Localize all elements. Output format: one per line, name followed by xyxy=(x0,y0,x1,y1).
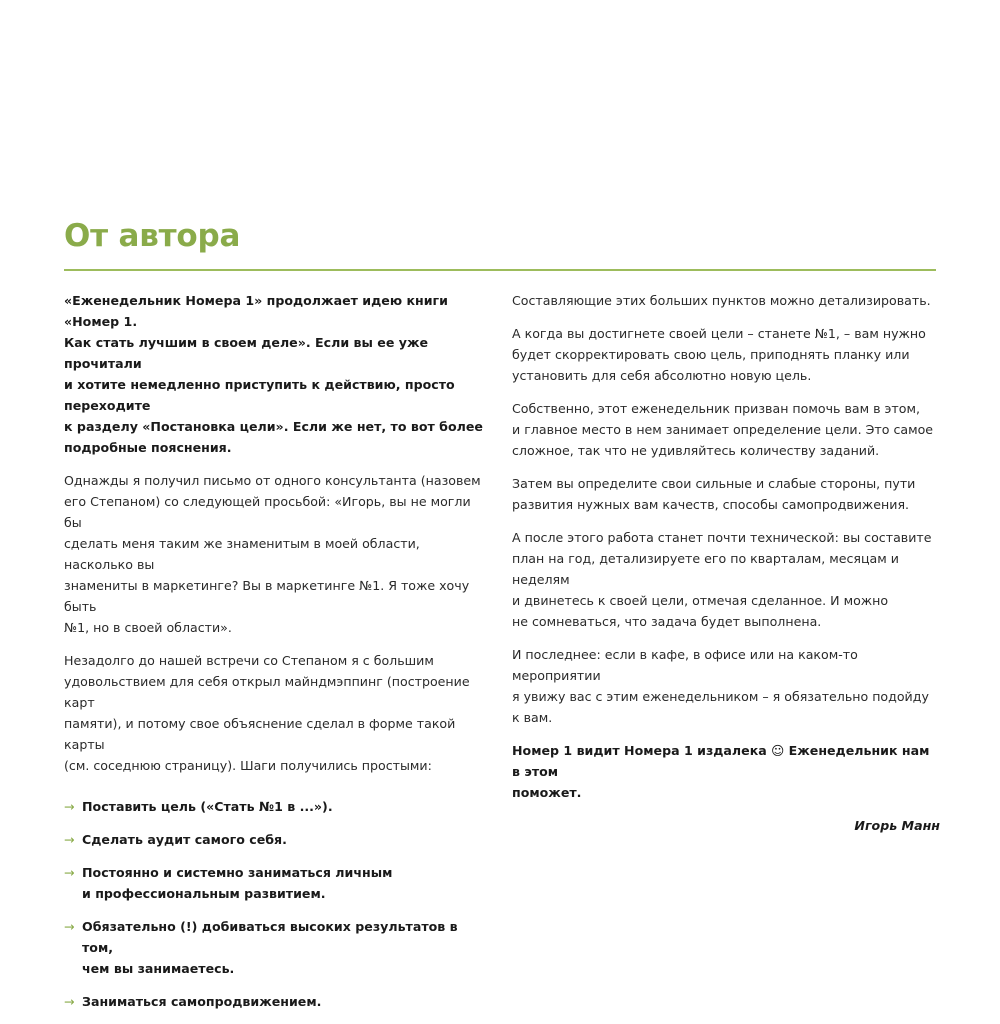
paragraph-goal-reached: А когда вы достигнете своей цели – станете №1, – вам нужно будет скорректировать свою цель, приподнять планку или установить для себя абсолютно новую цель. xyxy=(512,326,926,383)
arrow-icon: → xyxy=(64,919,75,934)
right-column xyxy=(512,290,940,848)
paragraph-last: И последнее: если в кафе, в офисе или на каком-то мероприятии я увижу вас с этим еженедельником – я обязательно подойду к вам. xyxy=(512,647,929,725)
arrow-icon: → xyxy=(64,832,75,847)
closing-paragraph: Номер 1 видит Номера 1 издалека ☺ Еженедельник нам в этом поможет. xyxy=(512,743,930,800)
list-item xyxy=(64,916,492,979)
page-title: От автора xyxy=(64,218,241,254)
paragraph-details: Составляющие этих больших пунктов можно детализировать. xyxy=(512,293,931,308)
arrow-icon: → xyxy=(64,799,75,814)
title-divider xyxy=(64,269,936,271)
list-item xyxy=(64,829,492,850)
list-item xyxy=(64,991,492,1012)
steps-list xyxy=(64,796,492,1012)
list-item xyxy=(64,862,492,904)
paragraph-purpose: Собственно, этот еженедельник призван помочь вам в этом, и главное место в нем занимает определение цели. Это самое сложное, так что не удивляйтесь количеству заданий. xyxy=(512,401,934,458)
paragraph-mindmap: Незадолго до нашей встречи со Степаном я с большим удовольствием для себя открыл майндмэппинг (построение карт памяти), и потому свое объяснение сделал в форме такой карты (см. соседнюю страницу). Шаги получились простыми: xyxy=(64,653,470,773)
list-item xyxy=(64,796,492,817)
left-column xyxy=(64,290,492,1024)
paragraph-plan: А после этого работа станет почти технической: вы составите план на год, детализируете его по кварталам, месяцам и неделям и двинетесь к своей цели, отмечая сделанное. И можно не сомневаться, что задача будет выполнена. xyxy=(512,530,932,629)
step-text: Поставить цель («Стать №1 в ...»). xyxy=(82,799,333,814)
step-text: Постоянно и системно заниматься личным и профессиональным развитием. xyxy=(82,865,393,901)
arrow-icon: → xyxy=(64,865,75,880)
author-signature: Игорь Манн xyxy=(854,818,940,833)
step-text: Сделать аудит самого себя. xyxy=(82,832,287,847)
paragraph-letter: Однажды я получил письмо от одного консультанта (назовем его Степаном) со следующей просьбой: «Игорь, вы не могли бы сделать меня таким же знаменитым в моей области, насколько вы знамениты в маркетинге? Вы в маркетинге №1. Я тоже хочу быть №1, но в своей области». xyxy=(64,473,481,635)
arrow-icon: → xyxy=(64,994,75,1009)
step-text: Обязательно (!) добиваться высоких результатов в том, чем вы занимаетесь. xyxy=(82,919,458,976)
intro-paragraph: «Еженедельник Номера 1» продолжает идею книги «Номер 1. Как стать лучшим в своем деле». Если вы ее уже прочитали и хотите немедленно приступить к действию, просто переходите к разделу «Постановка цели». Если же нет, то вот более подробные пояснения. xyxy=(64,293,483,455)
step-text: Заниматься самопродвижением. xyxy=(82,994,322,1009)
paragraph-strengths: Затем вы определите свои сильные и слабые стороны, пути развития нужных вам качеств, способы самопродвижения. xyxy=(512,476,916,512)
